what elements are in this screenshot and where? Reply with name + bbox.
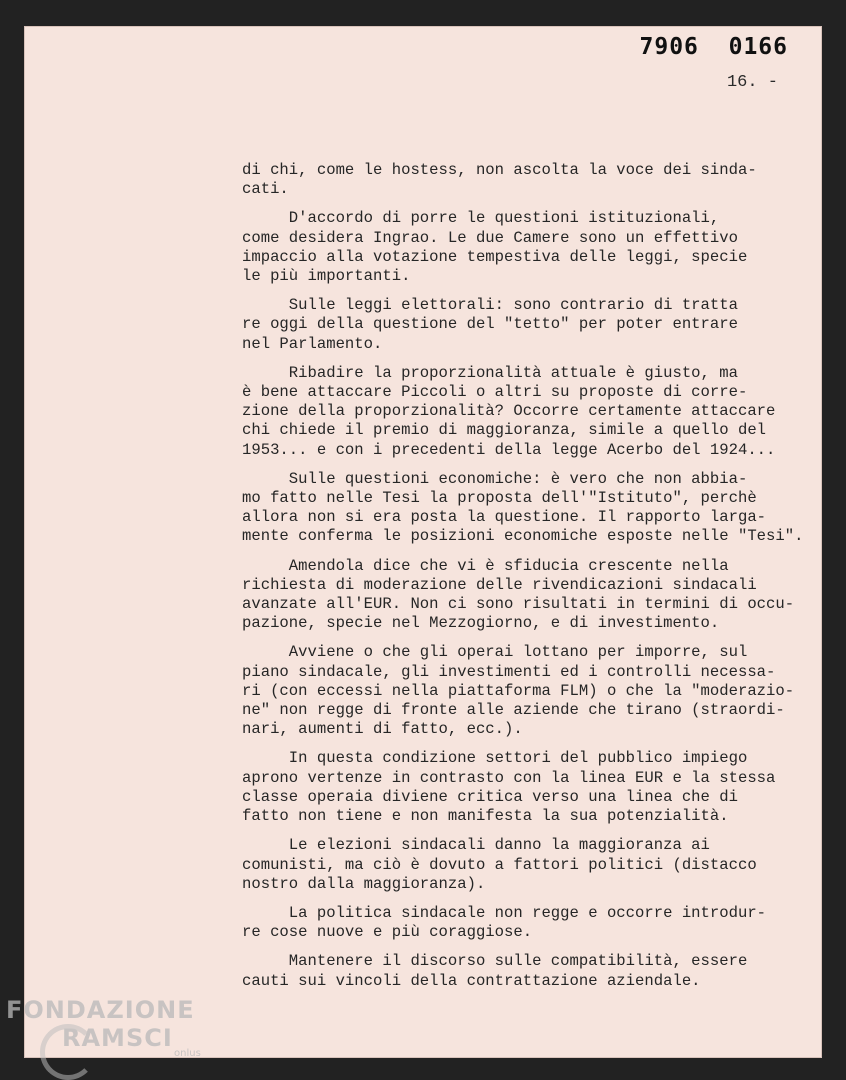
- page-number: 16. -: [726, 73, 778, 92]
- paragraph: In questa condizione settori del pubblico impiego aprono vertenze in contrasto con la linea EUR e la stessa classe operaia diviene critica verso una linea che di fatto non tiene e non manifesta la sua potenzialità.: [242, 749, 776, 826]
- paragraph: D'accordo di porre le questioni istituzionali, come desidera Ingrao. Le due Camere sono un effettivo impaccio alla votazione tempestiva delle leggi, specie le più importanti.: [242, 209, 748, 286]
- watermark-line3: onlus: [174, 1048, 201, 1059]
- paragraph: Le elezioni sindacali danno la maggioranza ai comunisti, ma ciò è dovuto a fattori politici (distacco nostro dalla maggioranza).: [242, 836, 757, 893]
- archive-number: 7906 0166: [639, 34, 788, 60]
- fondazione-gramsci-watermark: [6, 996, 201, 1059]
- paragraph: La politica sindacale non regge e occorre introdur- re cose nuove e più coraggiose.: [242, 903, 767, 942]
- paragraph: Sulle questioni economiche: è vero che non abbia- mo fatto nelle Tesi la proposta dell'"Istituto", perchè allora non si era posta la questione. Il rapporto larga- mente conferma le posizioni economiche esposte nelle "Tesi".: [242, 469, 804, 546]
- gramsci-g-logo-icon: [40, 1024, 96, 1080]
- paragraph: di chi, come le hostess, non ascolta la voce dei sinda- cati.: [242, 161, 757, 199]
- paragraph: Sulle leggi elettorali: sono contrario di tratta re oggi della questione del "tetto" per poter entrare nel Parlamento.: [242, 296, 738, 353]
- document-page: [24, 26, 822, 1058]
- document-body: [242, 161, 822, 1001]
- paragraph: Mantenere il discorso sulle compatibilità, essere cauti sui vincoli della contrattazione aziendale.: [242, 952, 748, 990]
- paragraph: Avviene o che gli operai lottano per imporre, sul piano sindacale, gli investimenti ed i controlli necessa- ri (con eccessi nella piattaforma FLM) o che la "moderazio- ne" non regge di fronte alle aziende che tirano (straordi- nari, aumenti di fatto, ecc.).: [242, 643, 795, 739]
- paragraph: Ribadire la proporzionalità attuale è giusto, ma è bene attaccare Piccoli o altri su proposte di corre- zione della proporzionalità? Occorre certamente attaccare chi chiede il premio di maggioranza, simile a quello del 1953... e con i precedenti della legge Acerbo del 1924...: [242, 363, 776, 459]
- paragraph: Amendola dice che vi è sfiducia crescente nella richiesta di moderazione delle rivendicazioni sindacali avanzate all'EUR. Non ci sono risultati in termini di occu- pazione, specie nel Mezzogiorno, e di investimento.: [242, 556, 795, 633]
- watermark-line1: FONDAZIONE: [6, 996, 195, 1024]
- watermark-line2: RAMSCI: [62, 1024, 173, 1052]
